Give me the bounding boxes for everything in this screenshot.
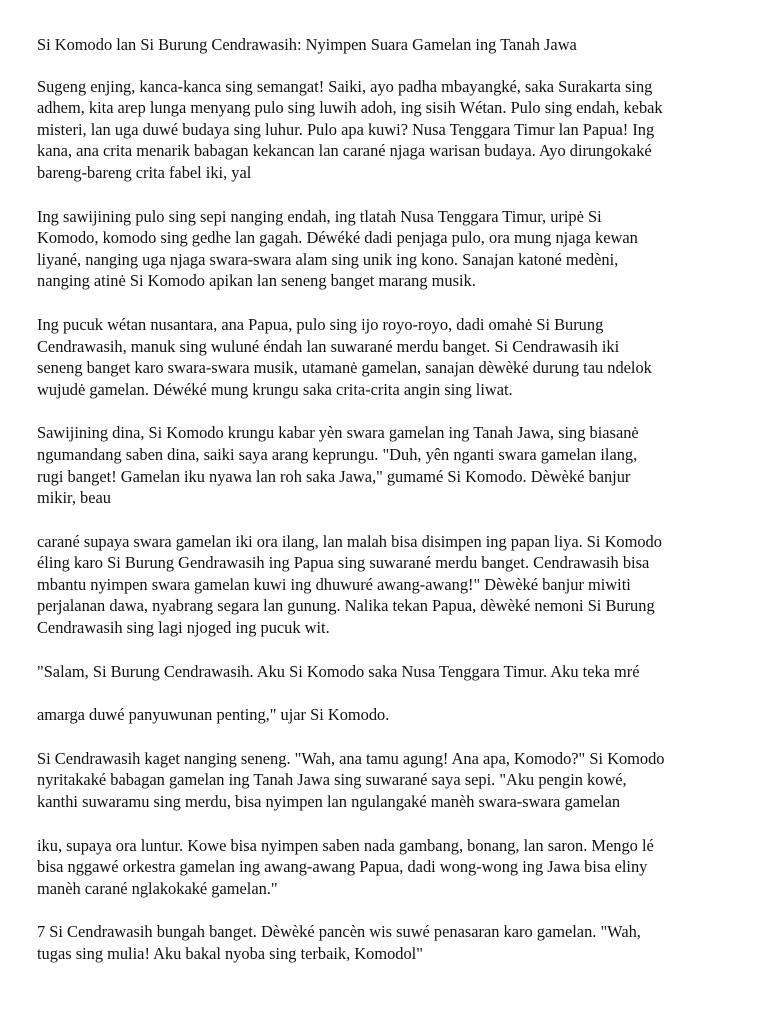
text-line: misteri, lan uga duwé budaya sing luhur. Pulo apa kuwi? Nusa Tenggara Timur lan Papua! Ing xyxy=(37,119,655,139)
paragraph xyxy=(37,704,737,726)
text-line: bisa nggawé orkestra gamelan ing awang-awang Papua, dadi wong-wong ing Jawa bisa eliny xyxy=(37,857,648,877)
text-line: bareng-bareng crita fabel iki, yal xyxy=(37,162,252,182)
text-line: liyané, nanging uga njaga swara-swara alam sing unik ing kono. Sanajan katoné medèni, xyxy=(37,249,619,269)
text-line: Cendrawasih sing lagi njoged ing pucuk wit. xyxy=(37,618,330,638)
text-line: mikir, beau xyxy=(37,488,111,508)
text-line: manèh carané nglakokaké gamelan." xyxy=(37,878,278,898)
paragraph xyxy=(37,748,737,813)
text-line: rugi banget! Gamelan iku nyawa lan roh saka Jawa," gumamé Si Komodo. Dèwèké banjur xyxy=(37,466,631,486)
text-line: seneng banget karo swara-swara musik, utamanė gamelan, sanajan dèwèké durung tau ndelok xyxy=(37,358,652,378)
text-line: Sawijining dina, Si Komodo krungu kabar yèn swara gamelan ing Tanah Jawa, sing biasanė xyxy=(37,423,639,443)
text-line: Cendrawasih, manuk sing wuluné éndah lan suwarané merdu banget. Si Cendrawasih iki xyxy=(37,336,620,356)
text-line: amarga duwé panyuwunan penting," ujar Si Komodo. xyxy=(37,705,390,725)
text-line: Ing sawijining pulo sing sepi nanging endah, ing tlatah Nusa Tenggara Timur, uripė Si xyxy=(37,206,602,226)
paragraph xyxy=(37,835,737,900)
text-line: kana, ana crita menarik babagan kekancan lan carané njaga warisan budaya. Ayo dirungokaké xyxy=(37,141,652,161)
text-line: carané supaya swara gamelan iki ora ilang, lan malah bisa disimpen ing papan liya. Si Komodo xyxy=(37,531,662,551)
paragraph xyxy=(37,76,737,184)
text-line: wujudė gamelan. Déwéké mung krungu saka crita-crita angin sing liwat. xyxy=(37,379,513,399)
paragraph xyxy=(37,661,737,683)
text-line: 7 Si Cendrawasih bungah banget. Dèwèké pancèn wis suwé penasaran karo gamelan. "Wah, xyxy=(37,922,641,942)
text-line: perjalanan dawa, nyabrang segara lan gunung. Nalika tekan Papua, dèwèké nemoni Si Burung xyxy=(37,596,655,616)
text-line: Si Cendrawasih kaget nanging seneng. "Wah, ana tamu agung! Ana apa, Komodo?" Si Komodo xyxy=(37,748,665,768)
text-line: Ing pucuk wétan nusantara, ana Papua, pulo sing ijo royo-royo, dadi omahė Si Burung xyxy=(37,314,604,334)
text-line: nyritakaké babagan gamelan ing Tanah Jawa sing suwarané saya sepi. "Aku pengin kowé, xyxy=(37,770,627,790)
text-line: éling karo Si Burung Gendrawasih ing Papua sing suwarané merdu banget. Cendrawasih bisa xyxy=(37,553,650,573)
document-title: Si Komodo lan Si Burung Cendrawasih: Nyimpen Suara Gamelan ing Tanah Jawa xyxy=(37,35,577,54)
paragraph xyxy=(37,206,737,292)
paragraph xyxy=(37,314,737,400)
text-line: kanthi suwaramu sing merdu, bisa nyimpen lan ngulangaké manèh swara-swara gamelan xyxy=(37,792,621,812)
text-line: tugas sing mulia! Aku bakal nyoba sing terbaik, Komodol" xyxy=(37,944,423,963)
paragraph xyxy=(37,921,737,964)
paragraph xyxy=(37,531,737,639)
text-line: nanging atinė Si Komodo apikan lan seneng banget marang musik. xyxy=(37,271,476,291)
text-line: ngumandang saben dina, saiki saya arang keprungu. "Duh, yên nganti swara gamelan ilang, xyxy=(37,444,638,464)
text-line: Sugeng enjing, kanca-kanca sing semangat! Saiki, ayo padha mbayangké, saka Surakarta sing xyxy=(37,76,653,96)
text-line: Komodo, komodo sing gedhe lan gagah. Déwéké dadi penjaga pulo, ora mung njaga kewan xyxy=(37,228,638,248)
text-line: "Salam, Si Burung Cendrawasih. Aku Si Komodo saka Nusa Tenggara Timur. Aku teka mré xyxy=(37,661,640,681)
document-page xyxy=(37,34,737,987)
text-line: iku, supaya ora luntur. Kowe bisa nyimpen saben nada gambang, bonang, lan saron. Mengo lé xyxy=(37,835,654,855)
text-line: mbantu nyimpen swara gamelan kuwi ing dhuwuré awang-awang!" Dèwèké banjur miwiti xyxy=(37,574,631,594)
paragraph xyxy=(37,422,737,508)
document-body xyxy=(37,76,737,965)
text-line: adhem, kita arep lunga menyang pulo sing luwih adoh, ing sisih Wétan. Pulo sing endah, kebak xyxy=(37,98,663,118)
